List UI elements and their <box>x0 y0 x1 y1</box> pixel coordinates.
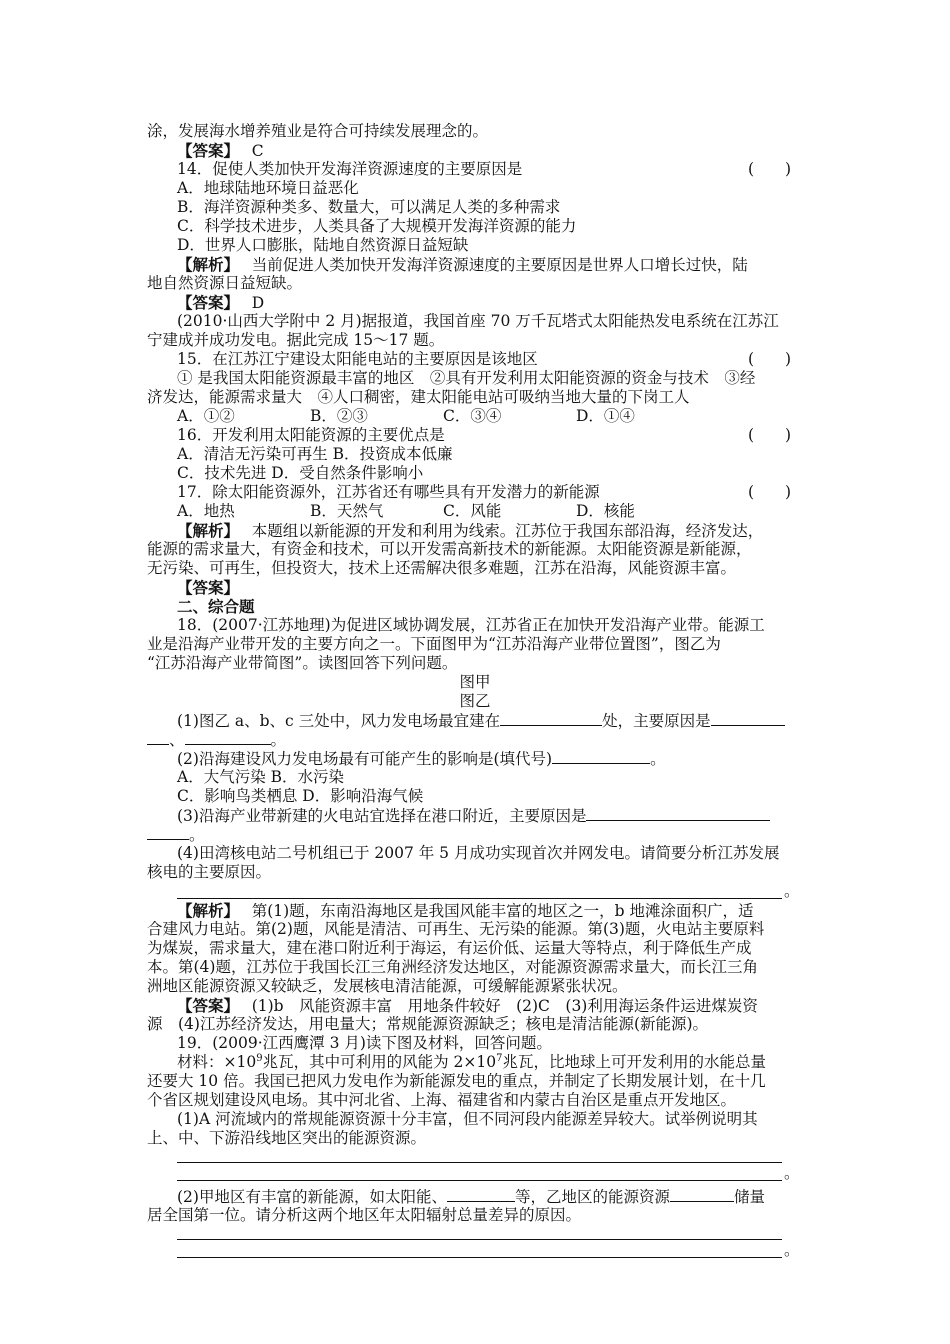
separator: 、 <box>169 731 185 749</box>
period: 。 <box>784 1164 800 1182</box>
analysis-line <box>177 901 837 921</box>
answer-paren: ( ) <box>748 426 792 444</box>
material-text: 兆瓦，其中可利用的风能为 2×10 <box>262 1053 497 1071</box>
statement-line: 济发达，能源需求量大 ④人口稠密，建太阳能电站可吸纳当地大量的下岗工人 <box>147 388 690 406</box>
option-d: D．世界人口膨胀，陆地自然资源日益短缺 <box>177 236 469 254</box>
figure-label: 图甲 <box>459 673 491 691</box>
sub-question-3-cont <box>147 825 807 845</box>
analysis-line: 无污染、可再生，但投资大，技术上还需解决很多难题，江苏在沿海，风能资源丰富。 <box>147 559 737 577</box>
question-18-line: “江苏沿海产业带简图”。读图回答下列问题。 <box>147 654 458 672</box>
answer-line: 源 (4)江苏经济发达，用电量大；常规能源资源缺乏；核电是清洁能源(新能源)。 <box>147 1015 709 1033</box>
option-a: A．①② <box>177 407 235 425</box>
section-heading: 二、综合题 <box>177 597 255 616</box>
answer-tag: 【答案】 <box>177 578 240 597</box>
material-line <box>177 1053 837 1072</box>
option-d: D．核能 <box>576 502 635 520</box>
sub-question-text: (2)甲地区有丰富的新能源，如太阳能、 <box>177 1188 447 1206</box>
option-b: B．天然气 <box>310 502 384 520</box>
question-18: 18．(2007·江苏地理)为促进区域协调发展，江苏省正在加快开发沿海产业带。能源工 <box>177 616 765 634</box>
analysis-tag: 【解析】 <box>177 901 232 920</box>
answer-blank[interactable] <box>185 730 271 745</box>
answer-blank[interactable] <box>670 1187 734 1202</box>
options-row: A．清洁无污染可再生 B．投资成本低廉 <box>177 445 453 463</box>
sub-question-text: (1)图乙 a、b、c 三处中，风力发电场最宜建在 <box>177 712 501 730</box>
sub-question-2-cont: 居全国第一位。请分析这两个地区年太阳辐射总量差异的原因。 <box>147 1206 582 1224</box>
period: 。 <box>784 882 800 900</box>
answer-blank[interactable] <box>586 806 770 821</box>
answer-line <box>177 293 837 313</box>
question-16: 16．开发利用太阳能资源的主要优点是 <box>177 426 445 444</box>
question-14 <box>177 160 837 179</box>
options-row: C．影响鸟类栖息 D．影响沿海气候 <box>177 787 424 805</box>
answer-blank[interactable] <box>500 711 602 726</box>
options-row: A．大气污染 B．水污染 <box>177 768 345 786</box>
answer-tag: 【答案】 <box>177 996 232 1015</box>
sub-question-1: (1)A 河流域内的常规能源资源十分丰富，但不同河段内能源差异较大。试举例说明其 <box>177 1110 758 1128</box>
analysis-line <box>177 521 837 541</box>
analysis-tag: 【解析】 <box>177 255 232 274</box>
sub-question-text: 储量 <box>733 1188 765 1206</box>
period: 。 <box>650 750 666 768</box>
options-row <box>177 502 837 521</box>
analysis-line: 地自然资源日益短缺。 <box>147 274 303 292</box>
answer-line-rule[interactable] <box>177 1162 782 1163</box>
option-c: C．③④ <box>443 407 502 425</box>
answer-line-rule[interactable] <box>177 898 782 899</box>
sub-question-text: (2)沿海建设风力发电场最有可能产生的影响是(填代号) <box>177 750 553 768</box>
sub-question-text: (3)沿海产业带新建的火电站宜选择在港口附近，主要原因是 <box>177 807 587 825</box>
sub-question-3 <box>177 806 837 826</box>
answer-line <box>177 141 837 161</box>
question-17: 17．除太阳能资源外，江苏省还有哪些具有开发潜力的新能源 <box>177 483 600 501</box>
analysis-text: 当前促进人类加快开发海洋资源速度的主要原因是世界人口增长过快，陆 <box>251 256 748 274</box>
analysis-line: 合建风力电站。第(2)题，风能是清洁、可再生、无污染的能源。第(3)题，火电站主要原料 <box>147 920 765 938</box>
question-stem: 14．促使人类加快开发海洋资源速度的主要原因是 <box>177 160 523 178</box>
question-19: 19．(2009·江西鹰潭 3 月)读下图及材料，回答问题。 <box>177 1034 552 1052</box>
answer-tag: 【答案】 <box>177 293 232 312</box>
answer-blank[interactable] <box>552 749 650 764</box>
text-line: 涂，发展海水增养殖业是符合可持续发展理念的。 <box>147 122 489 140</box>
sub-question-2 <box>177 749 837 769</box>
sub-question-4: (4)田湾核电站二号机组已于 2007 年 5 月成功实现首次并网发电。请简要分析江苏发展 <box>177 844 780 862</box>
answer-blank[interactable] <box>147 730 169 745</box>
answer-value: D <box>251 294 265 312</box>
exponent: 9 <box>256 1053 263 1064</box>
answer-line <box>177 996 837 1016</box>
material-line: 还要大 10 倍。我国已把风力发电作为新能源发电的重点，并制定了长期发展计划，在十几 <box>147 1072 766 1090</box>
period: 。 <box>784 1241 800 1259</box>
answer-line-rule[interactable] <box>177 1257 782 1258</box>
sub-question-text: 等，乙地区的能源资源 <box>514 1188 670 1206</box>
statement-line: ① 是我国太阳能资源最丰富的地区 ②具有开发利用太阳能资源的资金与技术 ③经 <box>177 369 756 387</box>
analysis-text: 本题组以新能源的开发和利用为线索。江苏位于我国东部沿海，经济发达， <box>251 522 764 540</box>
sub-question-4-cont: 核电的主要原因。 <box>147 863 272 881</box>
analysis-text: 第(1)题，东南沿海地区是我国风能丰富的地区之一，b 地滩涂面积广，适 <box>251 902 754 920</box>
answer-blank[interactable] <box>447 1187 515 1202</box>
question-15: 15．在江苏江宁建设太阳能电站的主要原因是该地区 <box>177 350 538 368</box>
answer-paren: ( ) <box>748 483 792 501</box>
answer-paren: ( ) <box>748 160 792 178</box>
analysis-line: 能源的需求量大，有资金和技术，可以开发需高新技术的新能源。太阳能资源是新能源， <box>147 540 752 558</box>
sub-question-1-cont <box>147 730 807 750</box>
analysis-line <box>177 255 837 275</box>
options-row: C．技术先进 D．受自然条件影响小 <box>177 464 424 482</box>
answer-value: C <box>251 142 264 160</box>
material-line: 个省区规划建设风电场。其中河北省、上海、福建省和内蒙古自治区是重点开发地区。 <box>147 1091 737 1109</box>
answer-line-rule[interactable] <box>177 1180 782 1181</box>
option-d: D．①④ <box>576 407 635 425</box>
sub-question-1-cont: 上、中、下游沿线地区突出的能源资源。 <box>147 1129 427 1147</box>
analysis-tag: 【解析】 <box>177 521 232 540</box>
exponent: 7 <box>496 1053 503 1064</box>
options-row <box>177 407 837 426</box>
sub-question-2 <box>177 1187 837 1207</box>
period: 。 <box>270 731 287 749</box>
sub-question-1 <box>177 711 837 731</box>
intro-line: (2010·山西大学附中 2 月)据报道，我国首座 70 万千瓦塔式太阳能热发电系统在江苏江 <box>177 312 779 330</box>
analysis-line: 为煤炭，需求量大，建在港口附近利于海运，有运价低、运量大等特点，利于降低生产成 <box>147 939 752 957</box>
option-b: B．海洋资源种类多、数量大，可以满足人类的多种需求 <box>177 198 561 216</box>
analysis-line: 本。第(4)题，江苏位于我国长江三角洲经济发达地区，对能源资源需求量大，而长江三角 <box>147 958 758 976</box>
option-c: C．风能 <box>443 502 502 520</box>
question-18-line: 业是沿海产业带开发的主要方向之一。下面图甲为“江苏沿海产业带位置图”，图乙为 <box>147 635 721 653</box>
option-c: C．科学技术进步，人类具备了大规模开发海洋资源的能力 <box>177 217 577 235</box>
answer-paren: ( ) <box>748 350 792 368</box>
answer-blank[interactable] <box>147 825 189 840</box>
option-a: A．地热 <box>177 502 235 520</box>
option-b: B．②③ <box>310 407 368 425</box>
material-text: 兆瓦，比地球上可开发利用的水能总量 <box>502 1053 766 1071</box>
answer-blank[interactable] <box>711 711 785 726</box>
analysis-line: 洲地区能源资源又较缺乏，发展核电清洁能源，可缓解能源紧张状况。 <box>147 977 628 995</box>
answer-text: (1)b 风能资源丰富 用地条件较好 (2)C (3)利用海运条件运进煤炭资 <box>251 997 758 1015</box>
figure-label: 图乙 <box>459 692 491 710</box>
answer-line-rule[interactable] <box>177 1239 782 1240</box>
sub-question-text: 处，主要原因是 <box>602 712 711 730</box>
period: 。 <box>189 826 205 844</box>
answer-tag: 【答案】 <box>177 141 232 160</box>
material-text: 材料：×10 <box>177 1053 257 1071</box>
intro-line: 宁建成并成功发电。据此完成 15～17 题。 <box>147 331 445 349</box>
option-a: A．地球陆地环境日益恶化 <box>177 179 359 197</box>
